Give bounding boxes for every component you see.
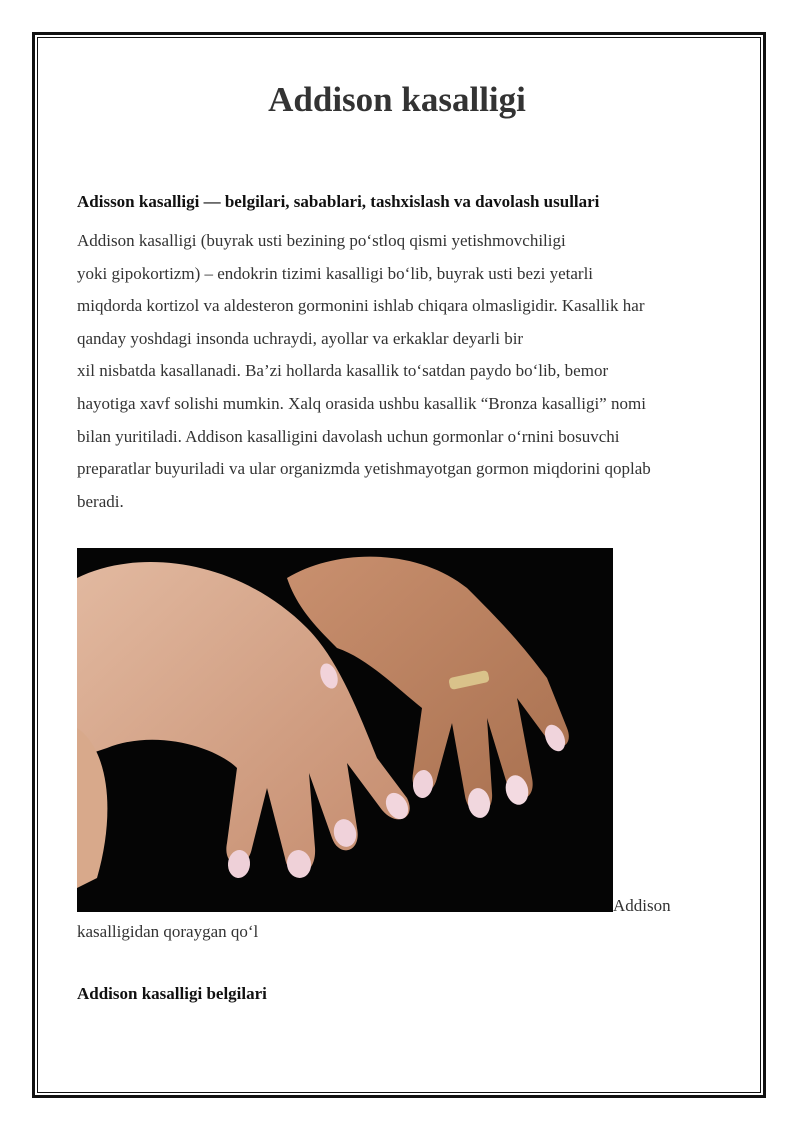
paragraph-line: qanday yoshdagi insonda uchraydi, ayollar va erkaklar deyarli bir (77, 328, 524, 348)
figure-caption-part1: Addison (613, 896, 671, 916)
document-subtitle: Adisson kasalligi — belgilari, sabablari, tashxislash va davolash usullari (77, 192, 600, 211)
paragraph-line: bilan yuritiladi. Addison kasalligini davolash uchun gormonlar o‘rnini bosuvchi (77, 426, 620, 446)
document-body (77, 78, 717, 1006)
hands-photo (77, 548, 613, 912)
paragraph-line: miqdorda kortizol va aldesteron gormonini ishlab chiqara olmasligidir. Kasallik har (77, 296, 645, 316)
paragraph-line: Addison kasalligi (buyrak usti bezining po‘stloq qismi yetishmovchiligi (77, 231, 566, 250)
paragraph-line: preparatlar buyuriladi va ular organizmda yetishmayotgan gormon miqdorini qoplab (77, 459, 651, 479)
hands-figure (77, 548, 717, 916)
intro-paragraph (77, 225, 717, 518)
paragraph-line: yoki gipokortizm) – endokrin tizimi kasalligi bo‘lib, buyrak usti bezi yetarli (77, 263, 594, 283)
figure-caption-part2: kasalligidan qoraygan qo‘l (77, 922, 259, 942)
hands-illustration (77, 548, 613, 912)
paragraph-line: hayotiga xavf solishi mumkin. Xalq orasida ushbu kasallik “Bronza kasalligi” nomi (77, 393, 646, 413)
paragraph-line: beradi. (77, 491, 124, 511)
paragraph-line: xil nisbatda kasallanadi. Ba’zi hollarda kasallik to‘satdan paydo bo‘lib, bemor (77, 361, 609, 381)
document-title: Addison kasalligi (268, 80, 526, 119)
section-heading: Addison kasalligi belgilari (77, 984, 267, 1004)
